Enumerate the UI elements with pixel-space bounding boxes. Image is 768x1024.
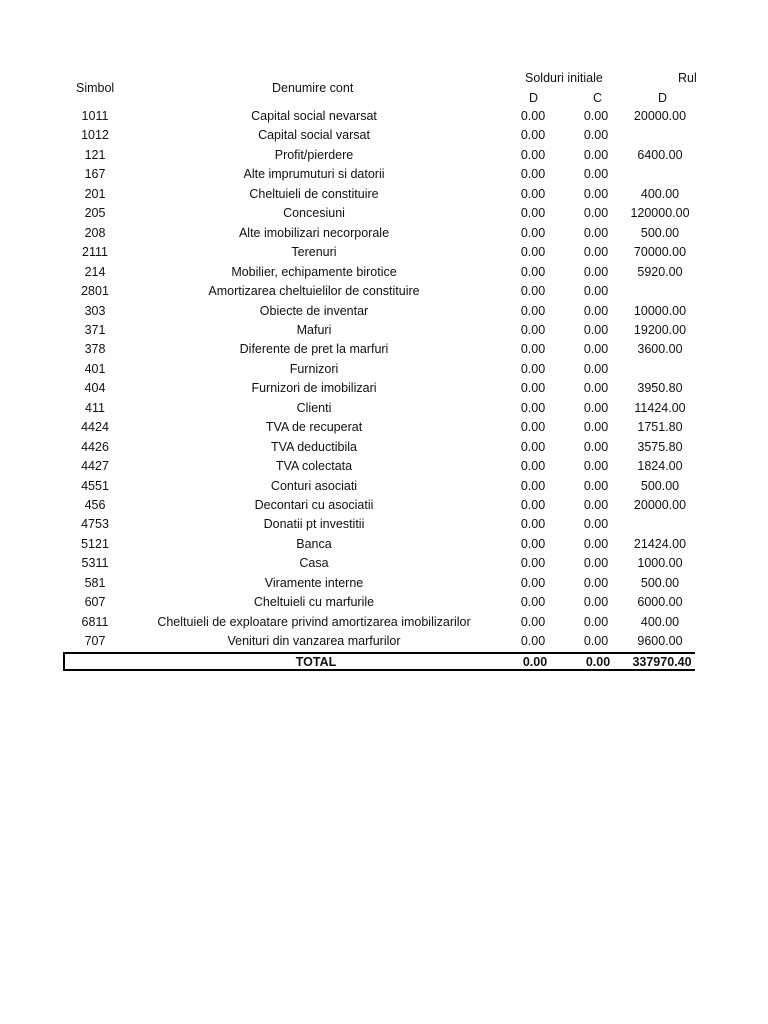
account-symbol: 208 [84, 225, 106, 240]
turnover-debit: 3950.80 [637, 381, 683, 396]
account-name: Clienti [296, 400, 332, 415]
header-sub-c: C [593, 91, 603, 105]
account-symbol: 2111 [82, 245, 108, 260]
initial-credit: 0.00 [583, 147, 609, 162]
turnover-debit: 1751.80 [637, 420, 683, 435]
account-symbol: 401 [84, 361, 106, 376]
initial-debit: 0.00 [520, 517, 546, 532]
account-symbol: 411 [85, 400, 105, 415]
account-name: Profit/pierdere [274, 147, 354, 162]
account-symbol: 4426 [81, 439, 109, 454]
initial-debit: 0.00 [520, 634, 546, 649]
table-row [63, 457, 695, 477]
account-symbol: 581 [84, 575, 106, 590]
account-name: Viramente interne [264, 575, 364, 590]
account-name: Mafuri [296, 322, 332, 337]
initial-credit: 0.00 [583, 167, 609, 182]
table-row [63, 321, 695, 341]
initial-credit: 0.00 [583, 556, 609, 571]
account-symbol: 167 [84, 167, 106, 182]
initial-credit: 0.00 [583, 322, 609, 337]
account-name: Decontari cu asociatii [254, 498, 374, 512]
turnover-debit: 400.00 [640, 186, 680, 201]
initial-credit: 0.00 [583, 225, 609, 240]
initial-debit: 0.00 [520, 303, 546, 318]
account-symbol: 5121 [81, 536, 109, 551]
initial-debit: 0.00 [520, 206, 546, 221]
turnover-debit: 20000.00 [633, 498, 687, 512]
account-symbol: 303 [84, 303, 106, 318]
table-row [63, 302, 695, 322]
turnover-debit: 21424.00 [633, 536, 687, 551]
header-sub-rul-d: D [658, 91, 668, 105]
account-name: Amortizarea cheltuielilor de constituire [208, 284, 420, 299]
initial-debit: 0.00 [520, 167, 546, 182]
table-row [63, 515, 695, 535]
account-name: Capital social varsat [258, 128, 370, 143]
account-name: Alte imprumuturi si datorii [243, 167, 385, 182]
account-symbol: 4753 [81, 517, 109, 532]
initial-debit: 0.00 [520, 147, 546, 162]
initial-debit: 0.00 [520, 322, 546, 337]
initial-credit: 0.00 [583, 381, 609, 396]
account-name: Concesiuni [283, 206, 345, 221]
turnover-debit: 1824.00 [637, 459, 683, 474]
turnover-debit: 500.00 [640, 225, 680, 240]
account-symbol: 214 [84, 264, 106, 279]
turnover-debit: 10000.00 [633, 303, 687, 318]
account-name: Cheltuieli de constituire [249, 186, 379, 201]
initial-credit: 0.00 [583, 498, 609, 512]
table-row [63, 282, 695, 302]
account-name: Terenuri [291, 245, 337, 260]
initial-debit: 0.00 [520, 264, 546, 279]
table-row [63, 379, 695, 399]
account-name: Furnizori de imobilizari [251, 381, 377, 396]
initial-debit: 0.00 [520, 498, 546, 512]
turnover-debit: 20000.00 [633, 109, 687, 123]
initial-credit: 0.00 [583, 420, 609, 435]
initial-credit: 0.00 [583, 517, 609, 532]
table-row [63, 613, 695, 633]
initial-debit: 0.00 [520, 342, 546, 357]
header-solduri-initiale: Solduri initiale [525, 71, 603, 85]
account-name: Banca [296, 536, 332, 551]
table-row [63, 107, 695, 127]
initial-credit: 0.00 [583, 439, 609, 454]
account-name: Cheltuieli cu marfurile [253, 595, 375, 610]
table-row [63, 496, 695, 516]
total-sold-d: 0.00 [522, 655, 548, 669]
initial-debit: 0.00 [520, 128, 546, 143]
header-simbol: Simbol [76, 81, 115, 95]
initial-credit: 0.00 [583, 342, 609, 357]
table-row [63, 418, 695, 438]
initial-credit: 0.00 [583, 245, 609, 260]
table-row [63, 224, 695, 244]
turnover-debit: 120000.00 [630, 206, 690, 221]
account-symbol: 1012 [81, 128, 109, 143]
account-symbol: 5311 [81, 556, 109, 571]
account-name: Donatii pt investitii [263, 517, 365, 532]
account-symbol: 378 [84, 342, 106, 357]
account-symbol: 201 [84, 186, 106, 201]
initial-debit: 0.00 [520, 245, 546, 260]
initial-credit: 0.00 [583, 400, 609, 415]
account-name: Conturi asociati [270, 478, 358, 493]
account-name: Obiecte de inventar [259, 303, 369, 318]
table-row [63, 554, 695, 574]
table-row [63, 593, 695, 613]
table-row [63, 477, 695, 497]
account-symbol: 1011 [81, 109, 109, 123]
total-rulaj-d: 337970.40 [632, 655, 692, 669]
turnover-debit: 400.00 [640, 614, 680, 629]
initial-credit: 0.00 [583, 536, 609, 551]
account-name: TVA de recuperat [265, 420, 363, 435]
initial-debit: 0.00 [520, 225, 546, 240]
table-row [63, 243, 695, 263]
total-sold-c: 0.00 [585, 655, 611, 669]
table-row [63, 399, 695, 419]
initial-credit: 0.00 [583, 478, 609, 493]
account-name: Cheltuieli de exploatare privind amortizarea imobilizarilor [157, 614, 471, 629]
account-symbol: 121 [84, 147, 106, 162]
turnover-debit: 3600.00 [637, 342, 683, 357]
account-symbol: 371 [84, 322, 106, 337]
initial-debit: 0.00 [520, 420, 546, 435]
account-symbol: 205 [84, 206, 106, 221]
table-row [63, 574, 695, 594]
initial-debit: 0.00 [520, 109, 546, 123]
initial-credit: 0.00 [583, 575, 609, 590]
initial-credit: 0.00 [583, 634, 609, 649]
initial-debit: 0.00 [520, 381, 546, 396]
account-name: TVA colectata [275, 459, 353, 474]
initial-debit: 0.00 [520, 400, 546, 415]
account-symbol: 4551 [81, 478, 109, 493]
turnover-debit: 500.00 [640, 575, 680, 590]
header-rulaje: Rul [678, 71, 697, 85]
account-symbol: 456 [84, 498, 106, 512]
account-name: Diferente de pret la marfuri [239, 342, 389, 357]
initial-debit: 0.00 [520, 439, 546, 454]
account-symbol: 6811 [81, 614, 109, 629]
account-symbol: 707 [84, 634, 106, 649]
total-label: TOTAL [295, 655, 337, 669]
turnover-debit: 3575.80 [637, 439, 683, 454]
account-name: Venituri din vanzarea marfurilor [227, 634, 401, 649]
header-denumire-cont: Denumire cont [272, 81, 354, 95]
initial-credit: 0.00 [583, 459, 609, 474]
initial-debit: 0.00 [520, 459, 546, 474]
table-row [63, 204, 695, 224]
initial-debit: 0.00 [520, 575, 546, 590]
turnover-debit: 1000.00 [637, 556, 683, 571]
initial-debit: 0.00 [520, 536, 546, 551]
account-symbol: 404 [84, 381, 106, 396]
initial-debit: 0.00 [520, 614, 546, 629]
total-row [63, 652, 695, 671]
account-name: Alte imobilizari necorporale [238, 225, 390, 240]
turnover-debit: 19200.00 [633, 322, 687, 337]
table-row [63, 360, 695, 380]
turnover-debit: 5920.00 [637, 264, 683, 279]
initial-debit: 0.00 [520, 186, 546, 201]
initial-debit: 0.00 [520, 478, 546, 493]
initial-credit: 0.00 [583, 595, 609, 610]
account-name: TVA deductibila [271, 439, 357, 454]
table-row [63, 126, 695, 146]
initial-debit: 0.00 [520, 361, 546, 376]
initial-credit: 0.00 [583, 186, 609, 201]
turnover-debit: 11424.00 [634, 400, 686, 415]
initial-credit: 0.00 [583, 128, 609, 143]
turnover-debit: 6400.00 [637, 147, 683, 162]
initial-debit: 0.00 [520, 595, 546, 610]
header-sub-d: D [529, 91, 539, 105]
account-symbol: 4427 [81, 459, 109, 474]
account-name: Capital social nevarsat [251, 109, 377, 123]
account-symbol: 4424 [81, 420, 109, 435]
turnover-debit: 500.00 [640, 478, 680, 493]
turnover-debit: 70000.00 [633, 245, 687, 260]
table-row [63, 185, 695, 205]
table-row [63, 146, 695, 166]
turnover-debit: 6000.00 [637, 595, 683, 610]
initial-debit: 0.00 [520, 556, 546, 571]
table-row [63, 438, 695, 458]
account-name: Mobilier, echipamente birotice [231, 264, 397, 279]
table-row [63, 263, 695, 283]
account-name: Furnizori [289, 361, 339, 376]
initial-debit: 0.00 [520, 284, 546, 299]
table-row [63, 535, 695, 555]
account-name: Casa [299, 556, 329, 571]
account-symbol: 2801 [81, 284, 109, 299]
initial-credit: 0.00 [583, 206, 609, 221]
initial-credit: 0.00 [583, 303, 609, 318]
table-row [63, 340, 695, 360]
initial-credit: 0.00 [583, 264, 609, 279]
account-symbol: 607 [84, 595, 106, 610]
turnover-debit: 9600.00 [637, 634, 683, 649]
initial-credit: 0.00 [583, 109, 609, 123]
initial-credit: 0.00 [583, 284, 609, 299]
initial-credit: 0.00 [583, 361, 609, 376]
initial-credit: 0.00 [583, 614, 609, 629]
table-row [63, 632, 695, 652]
table-row [63, 165, 695, 185]
